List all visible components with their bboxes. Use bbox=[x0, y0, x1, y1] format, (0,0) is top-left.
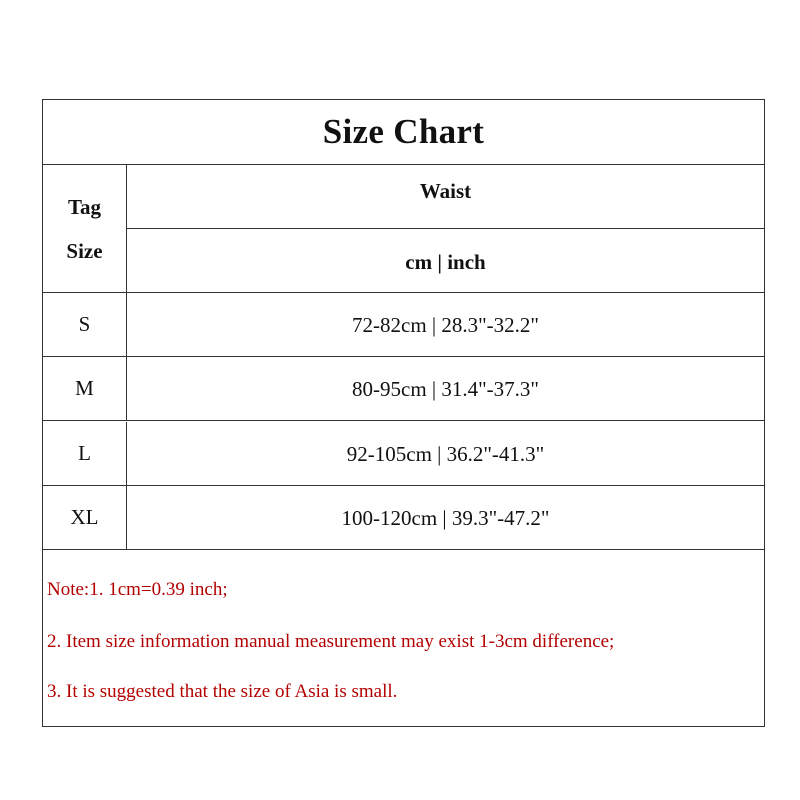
size-table bbox=[43, 165, 764, 551]
note-1: Note:1. 1cm=0.39 inch; bbox=[47, 579, 228, 600]
notes-section bbox=[43, 551, 764, 726]
tag-size-header bbox=[43, 165, 127, 293]
note-3: 3. It is suggested that the size of Asia is small. bbox=[47, 681, 398, 702]
table-row bbox=[43, 422, 764, 486]
size-cell: S bbox=[43, 293, 127, 356]
chart-title: Size Chart bbox=[322, 112, 485, 151]
waist-cell: 100-120cm | 39.3"-47.2" bbox=[341, 506, 550, 530]
unit-header-label: cm | inch bbox=[405, 250, 486, 274]
unit-header bbox=[127, 229, 764, 293]
waist-cell: 80-95cm | 31.4"-37.3" bbox=[352, 377, 539, 401]
size-cell: XL bbox=[43, 486, 127, 549]
waist-cell: 92-105cm | 36.2"-41.3" bbox=[346, 442, 545, 466]
waist-cell: 72-82cm | 28.3"-32.2" bbox=[352, 313, 539, 337]
waist-header bbox=[127, 165, 764, 229]
waist-header-label: Waist bbox=[419, 179, 472, 203]
size-cell: L bbox=[43, 422, 127, 485]
table-row bbox=[43, 486, 764, 550]
tag-header-line-1: Tag bbox=[67, 194, 102, 219]
note-2: 2. Item size information manual measurement may exist 1-3cm difference; bbox=[47, 631, 615, 652]
table-row bbox=[43, 293, 764, 357]
table-row bbox=[43, 357, 764, 421]
size-chart bbox=[42, 99, 765, 727]
tag-header-line-2: Size bbox=[66, 238, 103, 263]
title-row bbox=[43, 100, 764, 165]
size-cell: M bbox=[43, 357, 127, 420]
